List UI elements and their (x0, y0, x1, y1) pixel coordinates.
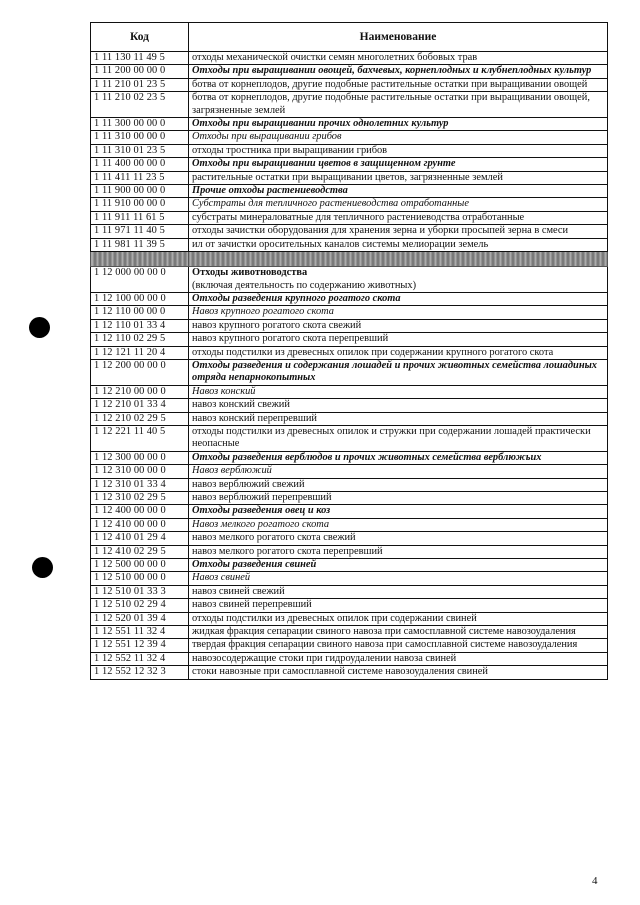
code-cell: 1 11 400 00 00 0 (91, 158, 189, 171)
name-cell: навоз конский перепревший (189, 412, 608, 425)
table-row (91, 666, 608, 679)
code-cell: 1 12 100 00 00 0 (91, 292, 189, 305)
table-row (91, 78, 608, 91)
name-cell: Отходы разведения свиней (189, 559, 608, 572)
table-row (91, 626, 608, 639)
code-cell: 1 11 210 01 23 5 (91, 78, 189, 91)
code-cell: 1 12 310 02 29 5 (91, 492, 189, 505)
table-row (91, 65, 608, 78)
name-cell: Субстраты для тепличного растениеводства отработанные (189, 198, 608, 211)
code-cell: 1 11 210 02 23 5 (91, 92, 189, 118)
code-cell: 1 12 110 00 00 0 (91, 306, 189, 319)
code-cell: 1 11 310 00 00 0 (91, 131, 189, 144)
table-row (91, 492, 608, 505)
name-subtitle: (включая деятельность по содержанию животных) (192, 279, 417, 291)
name-cell: ил от зачистки оросительных каналов системы мелиорации земель (189, 238, 608, 251)
name-cell: твердая фракция сепарации свиного навоза при самосплавной системе навозоудаления (189, 639, 608, 652)
name-cell: Навоз конский (189, 385, 608, 398)
code-cell: 1 12 520 01 39 4 (91, 612, 189, 625)
code-cell: 1 12 221 11 40 5 (91, 425, 189, 451)
code-cell: 1 12 510 00 00 0 (91, 572, 189, 585)
name-cell: навоз конский свежий (189, 399, 608, 412)
table-row (91, 505, 608, 518)
table-row (91, 292, 608, 305)
name-cell: отходы зачистки оборудования для хранения зерна и уборки просыпей зерна в смеси (189, 225, 608, 238)
table-row (91, 211, 608, 224)
name-cell: навоз верблюжий свежий (189, 478, 608, 491)
table-row (91, 532, 608, 545)
table-row (91, 599, 608, 612)
code-cell: 1 12 552 12 32 3 (91, 666, 189, 679)
table-row (91, 267, 608, 293)
code-cell: 1 12 551 12 39 4 (91, 639, 189, 652)
table-row (91, 198, 608, 211)
table-row (91, 346, 608, 359)
name-cell: навоз крупного рогатого скота свежий (189, 319, 608, 332)
code-cell: 1 12 551 11 32 4 (91, 626, 189, 639)
code-cell: 1 11 200 00 00 0 (91, 65, 189, 78)
table-row (91, 333, 608, 346)
code-cell: 1 12 310 01 33 4 (91, 478, 189, 491)
name-cell: Отходы разведения верблюдов и прочих животных семейства верблюжьих (189, 451, 608, 464)
code-cell: 1 12 400 00 00 0 (91, 505, 189, 518)
name-cell: ботва от корнеплодов, другие подобные растительные остатки при выращивании овощей, загрязненные землей (189, 92, 608, 118)
name-cell: навоз мелкого рогатого скота перепревший (189, 545, 608, 558)
table-row (91, 585, 608, 598)
name-cell: Навоз свиней (189, 572, 608, 585)
table-row (91, 612, 608, 625)
name-cell: Отходы при выращивании грибов (189, 131, 608, 144)
name-cell: отходы механической очистки семян многолетних бобовых трав (189, 52, 608, 65)
scan-shaded-row (91, 252, 608, 267)
name-cell: Отходы при выращивании цветов в защищенном грунте (189, 158, 608, 171)
name-cell: Отходы разведения овец и коз (189, 505, 608, 518)
table-row (91, 478, 608, 491)
table-row (91, 572, 608, 585)
name-cell: Отходы разведения и содержания лошадей и прочих животных семейства лошадиных отряда непарнокопытных (189, 359, 608, 385)
code-cell: 1 12 410 01 29 4 (91, 532, 189, 545)
name-cell: отходы подстилки из древесных опилок при содержании крупного рогатого скота (189, 346, 608, 359)
code-cell: 1 12 110 01 33 4 (91, 319, 189, 332)
table-row (91, 465, 608, 478)
code-cell: 1 11 310 01 23 5 (91, 144, 189, 157)
code-cell: 1 11 411 11 23 5 (91, 171, 189, 184)
code-cell: 1 12 510 02 29 4 (91, 599, 189, 612)
header-name: Наименование (189, 23, 608, 52)
table-row (91, 639, 608, 652)
code-cell: 1 12 210 00 00 0 (91, 385, 189, 398)
table-row (91, 131, 608, 144)
table-row (91, 118, 608, 131)
table-row (91, 399, 608, 412)
code-cell: 1 12 310 00 00 0 (91, 465, 189, 478)
name-cell: отходы подстилки из древесных опилок при содержании свиней (189, 612, 608, 625)
table-row (91, 359, 608, 385)
name-cell: Прочие отходы растениеводства (189, 185, 608, 198)
code-cell: 1 11 130 11 49 5 (91, 52, 189, 65)
table-row (91, 425, 608, 451)
table-row (91, 225, 608, 238)
code-cell: 1 12 210 02 29 5 (91, 412, 189, 425)
table-row (91, 158, 608, 171)
punch-hole (32, 557, 53, 578)
table-row (91, 385, 608, 398)
name-cell: навоз верблюжий перепревший (189, 492, 608, 505)
table-row (91, 92, 608, 118)
name-cell: Навоз мелкого рогатого скота (189, 518, 608, 531)
name-cell: Отходы разведения крупного рогатого скота (189, 292, 608, 305)
code-cell: 1 11 300 00 00 0 (91, 118, 189, 131)
name-cell: Отходы при выращивании прочих однолетних культур (189, 118, 608, 131)
table-row (91, 652, 608, 665)
name-main: Отходы животноводства (192, 267, 308, 279)
header-code: Код (91, 23, 189, 52)
code-cell: 1 12 410 00 00 0 (91, 518, 189, 531)
name-cell: жидкая фракция сепарации свиного навоза при самосплавной системе навозоудаления (189, 626, 608, 639)
table-row (91, 451, 608, 464)
code-cell: 1 12 110 02 29 5 (91, 333, 189, 346)
punch-hole (29, 317, 50, 338)
shaded-cell (189, 252, 608, 267)
table-row (91, 238, 608, 251)
name-cell: стоки навозные при самосплавной системе навозоудаления свиней (189, 666, 608, 679)
table-row (91, 319, 608, 332)
name-cell: навозосодержащие стоки при гидроудалении навоза свиней (189, 652, 608, 665)
table-row (91, 171, 608, 184)
table-row (91, 545, 608, 558)
name-cell: навоз мелкого рогатого скота свежий (189, 532, 608, 545)
name-cell: Отходы при выращивании овощей, бахчевых, корнеплодных и клубнеплодных культур (189, 65, 608, 78)
code-cell: 1 12 121 11 20 4 (91, 346, 189, 359)
name-cell: навоз крупного рогатого скота перепревший (189, 333, 608, 346)
code-cell: 1 12 500 00 00 0 (91, 559, 189, 572)
table-row (91, 52, 608, 65)
name-cell: субстраты минераловатные для тепличного растениеводства отработанные (189, 211, 608, 224)
shaded-cell (91, 252, 189, 267)
name-cell: ботва от корнеплодов, другие подобные растительные остатки при выращивании овощей (189, 78, 608, 91)
table-header-row (91, 23, 608, 52)
name-cell: навоз свиней перепревший (189, 599, 608, 612)
code-cell: 1 11 900 00 00 0 (91, 185, 189, 198)
code-cell: 1 11 910 00 00 0 (91, 198, 189, 211)
code-cell: 1 12 410 02 29 5 (91, 545, 189, 558)
name-cell (189, 267, 608, 293)
name-cell: Навоз верблюжий (189, 465, 608, 478)
table-row (91, 185, 608, 198)
code-cell: 1 12 200 00 00 0 (91, 359, 189, 385)
name-cell: Навоз крупного рогатого скота (189, 306, 608, 319)
name-cell: отходы тростника при выращивании грибов (189, 144, 608, 157)
name-cell: растительные остатки при выращивании цветов, загрязненные землей (189, 171, 608, 184)
table-row (91, 518, 608, 531)
waste-classifier-table (90, 22, 608, 680)
page-number: 4 (592, 875, 598, 887)
table-row (91, 144, 608, 157)
code-cell: 1 12 510 01 33 3 (91, 585, 189, 598)
code-cell: 1 11 911 11 61 5 (91, 211, 189, 224)
table-row (91, 559, 608, 572)
name-cell: навоз свиней свежий (189, 585, 608, 598)
code-cell: 1 11 971 11 40 5 (91, 225, 189, 238)
code-cell: 1 11 981 11 39 5 (91, 238, 189, 251)
code-cell: 1 12 210 01 33 4 (91, 399, 189, 412)
code-cell: 1 12 000 00 00 0 (91, 267, 189, 293)
table-row (91, 412, 608, 425)
table-row (91, 306, 608, 319)
code-cell: 1 12 300 00 00 0 (91, 451, 189, 464)
code-cell: 1 12 552 11 32 4 (91, 652, 189, 665)
name-cell: отходы подстилки из древесных опилок и стружки при содержании лошадей практически неопасные (189, 425, 608, 451)
